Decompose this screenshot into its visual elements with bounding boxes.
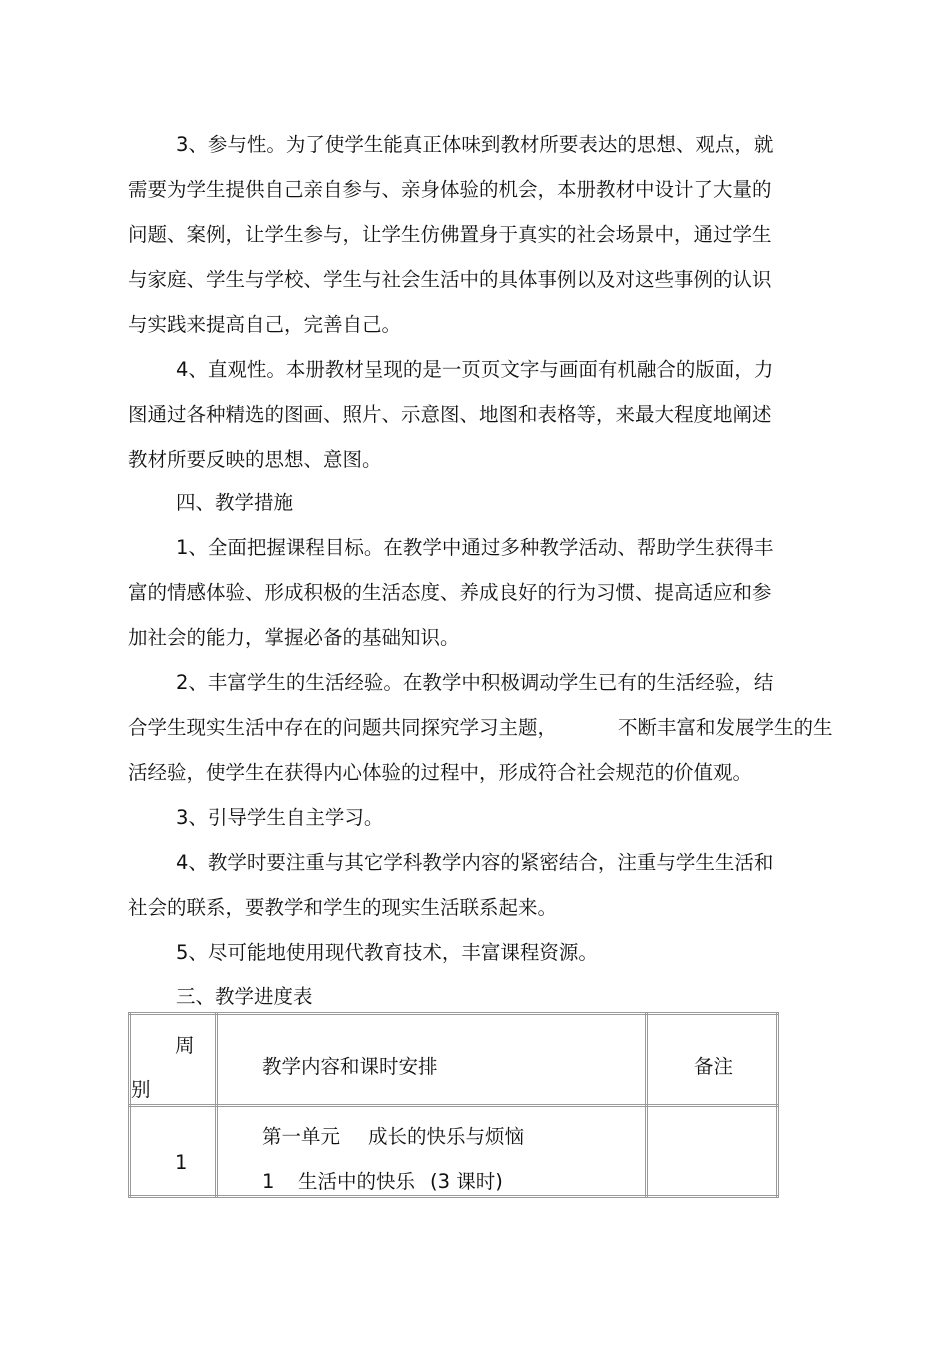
para-intuitive-line-1: 4、直观性。本册教材呈现的是一页页文字与画面有机融合的版面，力 — [176, 358, 774, 381]
lesson-title: 生活中的快乐 — [298, 1170, 416, 1193]
para-measure-2-line-2-tail: 不断丰富和发展学生的生 — [618, 716, 833, 739]
para-measure-4-line-1: 4、教学时要注重与其它学科教学内容的紧密结合，注重与学生生活和 — [176, 851, 774, 874]
week-header-top: 周 — [175, 1034, 195, 1057]
para-measure-2-line-1: 2、丰富学生的生活经验。在教学中积极调动学生已有的生活经验，结 — [176, 671, 774, 694]
para-measure-1-line-2: 富的情感体验、形成积极的生活态度、养成良好的行为习惯、提高适应和参 — [128, 581, 772, 604]
content-header-label: 教学内容和课时安排 — [262, 1055, 438, 1078]
para-participation-line-2: 需要为学生提供自己亲自参与、亲身体验的机会，本册教材中设计了大量的 — [128, 178, 772, 201]
lesson-hours: (3 课时) — [430, 1170, 503, 1193]
table-header-row — [130, 1014, 778, 1106]
content-header-cell — [217, 1014, 647, 1106]
para-measure-2-line-3: 活经验，使学生在获得内心体验的过程中，形成符合社会规范的价值观。 — [128, 761, 753, 784]
para-measure-3: 3、引导学生自主学习。 — [176, 806, 384, 829]
week-header-cell — [130, 1014, 217, 1106]
table-row — [130, 1106, 778, 1197]
heading-teaching-measures: 四、教学措施 — [176, 491, 294, 514]
para-participation-line-5: 与实践来提高自己，完善自己。 — [128, 313, 402, 336]
heading-teaching-schedule: 三、教学进度表 — [176, 985, 313, 1008]
para-measure-1-line-3: 加社会的能力，掌握必备的基础知识。 — [128, 626, 460, 649]
para-participation-line-1: 3、参与性。为了使学生能真正体味到教材所要表达的思想、观点，就 — [176, 133, 774, 156]
teaching-schedule-table — [128, 1012, 779, 1198]
week-number: 1 — [175, 1151, 188, 1174]
para-intuitive-line-3: 教材所要反映的思想、意图。 — [128, 448, 382, 471]
lesson-number: 1 — [262, 1170, 275, 1193]
para-participation-line-3: 问题、案例，让学生参与，让学生仿佛置身于真实的社会场景中，通过学生 — [128, 223, 772, 246]
para-participation-line-4: 与家庭、学生与学校、学生与社会生活中的具体事例以及对这些事例的认识 — [128, 268, 772, 291]
para-intuitive-line-2: 图通过各种精选的图画、照片、示意图、地图和表格等，来最大程度地阐述 — [128, 403, 772, 426]
notes-header-label: 备注 — [694, 1055, 734, 1078]
week-cell — [130, 1106, 217, 1197]
notes-cell — [647, 1106, 778, 1197]
unit-label: 第一单元 — [262, 1125, 341, 1148]
content-cell — [217, 1106, 647, 1197]
para-measure-1-line-1: 1、全面把握课程目标。在教学中通过多种教学活动、帮助学生获得丰 — [176, 536, 774, 559]
para-measure-2-line-2: 合学生现实生活中存在的问题共同探究学习主题， — [128, 716, 558, 739]
unit-title: 成长的快乐与烦恼 — [368, 1125, 525, 1148]
para-measure-4-line-2: 社会的联系，要教学和学生的现实生活联系起来。 — [128, 896, 558, 919]
para-measure-5: 5、尽可能地使用现代教育技术，丰富课程资源。 — [176, 941, 598, 964]
notes-header-cell — [647, 1014, 778, 1106]
week-header-bottom: 别 — [131, 1078, 151, 1101]
